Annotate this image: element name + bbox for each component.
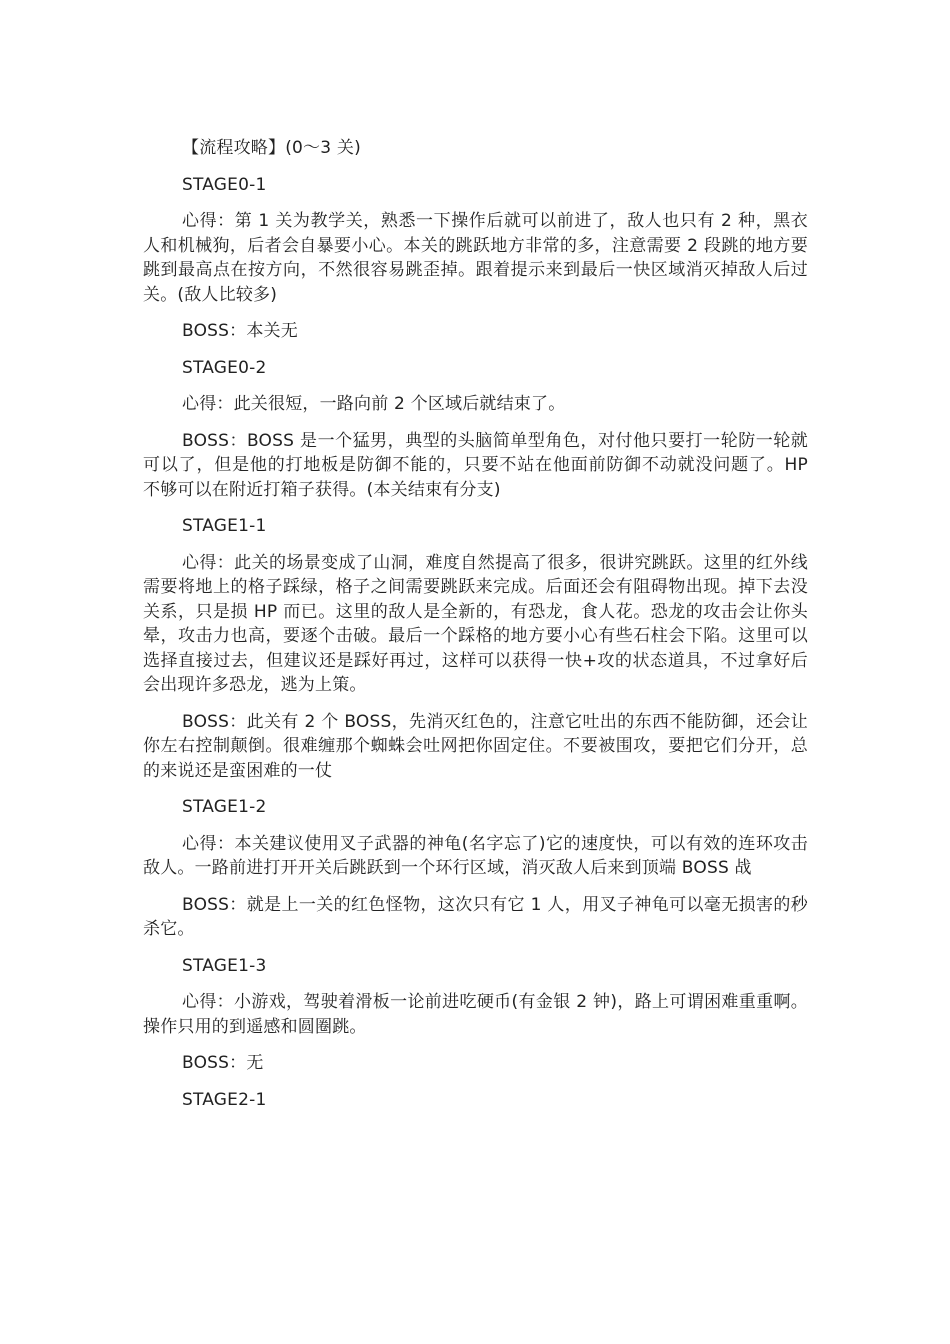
stage-1-1-notes: 心得：此关的场景变成了山洞，难度自然提高了很多，很讲究跳跃。这里的红外线需要将地上的格子踩绿，格子之间需要跳跃来完成。后面还会有阻碍物出现。掉下去没关系，只是损 HP 而已。这里的敌人是全新的，有恐龙，食人花。恐龙的攻击会让你头晕，攻击力也高，要逐个击破。最后一个踩格的地方要小心有些石柱会下陷。这里可以选择直接过去，但建议还是踩好再过，这样可以获得一快+攻的状态道具，不过拿好后会出现许多恐龙，逃为上策。 [143,552,808,695]
stage-0-1-boss: BOSS：本关无 [182,321,298,341]
stage-title-1-1: STAGE1-1 [182,516,267,536]
stage-0-2-boss: BOSS：BOSS 是一个猛男，典型的头脑简单型角色，对付他只要打一轮防一轮就可以了，但是他的打地板是防御不能的，只要不站在他面前防御不动就没问题了。HP 不够可以在附近打箱子获得。(本关结束有分支) [143,430,808,500]
stage-1-2-boss: BOSS：就是上一关的红色怪物，这次只有它 1 人，用叉子神龟可以毫无损害的秒杀它。 [143,894,808,939]
stage-title-0-2: STAGE0-2 [182,357,267,378]
stage-0-1-notes: 心得：第 1 关为教学关，熟悉一下操作后就可以前进了，敌人也只有 2 种，黑衣人和机械狗，后者会自暴要小心。本关的跳跃地方非常的多，注意需要 2 段跳的地方要跳到最高点在按方向，不然很容易跳歪掉。跟着提示来到最后一快区域消灭掉敌人后过关。(敌人比较多) [143,211,808,305]
stage-title-2-1: STAGE2-1 [182,1089,267,1110]
stage-1-3-boss: BOSS：无 [182,1053,264,1073]
stage-title-1-3: STAGE1-3 [182,955,267,976]
stage-1-3-notes: 心得：小游戏，驾驶着滑板一论前进吃硬币(有金银 2 钟)，路上可谓困难重重啊。操作只用的到遥感和圆圈跳。 [143,992,808,1037]
stage-1-1-boss: BOSS：此关有 2 个 BOSS，先消灭红色的，注意它吐出的东西不能防御，还会让你左右控制颠倒。很难缠那个蜘蛛会吐网把你固定住。不要被围攻，要把它们分开，总的来说还是蛮困难的一仗 [143,711,808,781]
section-heading: 【流程攻略】(0～3 关) [182,138,361,158]
stage-1-2-notes: 心得：本关建议使用叉子武器的神龟(名字忘了)它的速度快，可以有效的连环攻击敌人。一路前进打开开关后跳跃到一个环行区域，消灭敌人后来到顶端 BOSS 战 [143,833,808,878]
document-page [143,136,808,1124]
stage-0-2-notes: 心得：此关很短，一路向前 2 个区域后就结束了。 [182,394,566,414]
stage-title-1-2: STAGE1-2 [182,797,267,817]
stage-title-0-1: STAGE0-1 [182,174,267,195]
